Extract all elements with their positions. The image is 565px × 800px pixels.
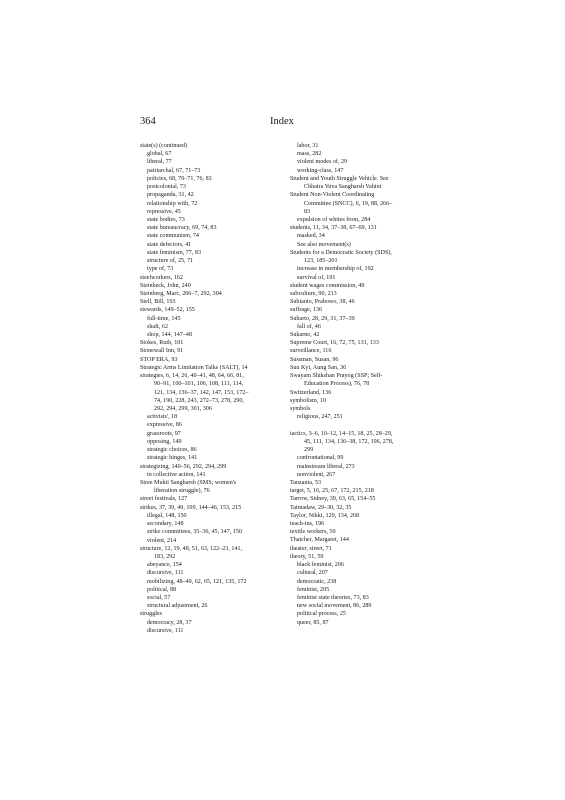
index-subentry: discursive, 111 bbox=[147, 627, 184, 634]
index-entry: subculture, 90, 213 bbox=[290, 290, 337, 297]
index-entry: Subianto, Prabowo, 38, 46 bbox=[290, 299, 355, 306]
index-subentry: strategic choices, 86 bbox=[147, 447, 197, 454]
index-subentry: state feminism, 77, 83 bbox=[147, 249, 201, 256]
index-subentry: full-time, 145 bbox=[147, 315, 181, 322]
index-subentry: labor, 31 bbox=[297, 143, 319, 149]
index-entry: textile workers, 50 bbox=[290, 529, 336, 536]
index-entry: Stell, Bill, 193 bbox=[140, 299, 176, 306]
index-entry: Tanzania, 53 bbox=[290, 479, 322, 486]
index-subentry: increase in membership of, 192 bbox=[297, 266, 374, 273]
index-entry: steelworkers, 162 bbox=[140, 274, 183, 281]
index-entry: Sussman, Susan, 96 bbox=[290, 356, 339, 363]
index-entry: Tarrow, Sidney, 39, 63, 65, 154–55 bbox=[290, 496, 376, 503]
index-subentry: 90–91, 100–101, 106, 108, 111, 114, bbox=[154, 381, 244, 388]
index-entry: symbols bbox=[290, 406, 311, 412]
index-subentry: grassroots, 97 bbox=[147, 430, 181, 437]
index-entry: Swayam Shikshan Prayog (SSP; Self- bbox=[290, 373, 383, 380]
index-entry: strategizing, 140–56, 292, 294, 299 bbox=[140, 463, 227, 470]
index-entry: surveillance, 116 bbox=[290, 348, 332, 355]
index-entry: Taylor, Nikki, 129, 134, 268 bbox=[290, 512, 360, 519]
index-subentry: propaganda, 31, 42 bbox=[147, 192, 194, 199]
index-entry: symbolism, 10 bbox=[290, 397, 326, 404]
index-subentry: secondary, 148 bbox=[147, 521, 184, 528]
index-subentry: working-class, 147 bbox=[297, 167, 344, 174]
index-subentry: black feminist, 206 bbox=[297, 562, 344, 569]
page-title: Index bbox=[270, 116, 294, 127]
index-subentry: 45, 111, 134, 136–38, 172, 196, 278, bbox=[304, 438, 394, 445]
index-subentry: new social movement, 86, 289 bbox=[297, 603, 372, 610]
index-subentry: mobilizing, 48–49, 62, 65, 121, 135, 172 bbox=[147, 578, 247, 585]
index-entry: Thatcher, Margaret, 144 bbox=[290, 537, 349, 544]
index-entry: stewards, 149–52, 155 bbox=[140, 307, 195, 314]
index-subentry: 121, 134, 136–37, 142, 147, 153, 172– bbox=[154, 389, 249, 396]
index-subentry: global, 67 bbox=[147, 151, 172, 158]
index-subentry: Committee (SNCC), 6, 19, 88, 266– bbox=[304, 200, 393, 207]
index-subentry: liberation struggle), 76 bbox=[154, 488, 210, 495]
index-entry: Strategic Arms Limitation Talks (SALT), 14 bbox=[140, 364, 248, 371]
index-subentry: political, 88 bbox=[147, 586, 177, 593]
index-subentry: 292, 294, 299, 301, 306 bbox=[154, 406, 212, 412]
index-entry: structure, 12, 19, 48, 51, 63, 122–23, 141, bbox=[140, 545, 243, 552]
index-entry: Supreme Court, 16, 72, 75, 131, 133 bbox=[290, 340, 379, 347]
index-subentry: discursive, 111 bbox=[147, 570, 184, 577]
index-subentry: state bodies, 73 bbox=[147, 216, 185, 223]
index-entry: tactics, 3–6, 10–12, 14–15, 18, 25, 28–29, bbox=[290, 430, 393, 437]
index-entry: theater, street, 71 bbox=[290, 545, 332, 552]
index-subentry: fall of, 46 bbox=[297, 323, 321, 330]
index-entry: suffrage, 136 bbox=[290, 307, 323, 314]
index-entry: student wages commission, 49 bbox=[290, 282, 365, 289]
index-entry: Student Non-Violent Coordinating bbox=[290, 192, 375, 199]
index-subentry: social, 57 bbox=[147, 595, 171, 602]
index-subentry: 123, 185–201 bbox=[304, 258, 338, 265]
index-subentry: nonviolent, 267 bbox=[297, 471, 336, 478]
index-subentry: activists', 18 bbox=[147, 414, 178, 421]
index-entry: street festivals, 127 bbox=[140, 496, 188, 503]
index-subentry: 74, 190, 228, 243, 272–73, 278, 290, bbox=[154, 397, 244, 404]
index-subentry: mainstream liberal, 273 bbox=[297, 463, 355, 470]
index-column-left bbox=[140, 142, 290, 635]
index-subentry: See also movement(s) bbox=[297, 241, 351, 248]
index-entry: state(s) (continued) bbox=[140, 143, 188, 149]
index-subentry: survival of, 191 bbox=[297, 274, 336, 281]
index-subentry: religious, 247, 251 bbox=[297, 414, 343, 421]
index-entry: students, 11, 34, 37–38, 67–69, 131 bbox=[290, 225, 377, 232]
index-subentry: political process, 25 bbox=[297, 611, 346, 618]
index-subentry: structural adjustment, 26 bbox=[147, 603, 208, 610]
index-entry: STOP ERA, 93 bbox=[140, 356, 178, 363]
index-entry: theory, 51, 59 bbox=[290, 553, 324, 560]
index-subentry: 299 bbox=[304, 447, 314, 454]
index-entry: Sukarno, 42 bbox=[290, 332, 320, 339]
index-subentry: feminist state theories, 73, 83 bbox=[297, 595, 369, 601]
index-subentry: feminist, 205 bbox=[297, 586, 330, 593]
index-entry: Stokes, Ruth, 101 bbox=[140, 340, 184, 347]
index-subentry: state defectors, 41 bbox=[147, 241, 192, 248]
index-subentry: expressive, 86 bbox=[147, 422, 182, 429]
index-entry: strategies, 6, 14, 26, 40–41, 48, 64, 66, 81, bbox=[140, 373, 244, 380]
index-subentry: 183, 292 bbox=[154, 553, 176, 560]
index-subentry: 83 bbox=[304, 208, 311, 215]
index-subentry: patriarchal, 67, 71–73 bbox=[147, 167, 201, 174]
index-subentry: violent modes of, 29 bbox=[297, 159, 348, 166]
index-entry: teach-ins, 196 bbox=[290, 521, 325, 528]
index-subentry: illegal, 148, 150 bbox=[147, 512, 187, 519]
index-subentry: confrontational, 99 bbox=[297, 455, 344, 462]
index-subentry: policies, 68, 70–71, 76, 83 bbox=[147, 175, 212, 182]
index-subentry: repressive, 45 bbox=[147, 208, 181, 215]
index-subentry: Chhatra Yuva Sangharsh Vahini bbox=[304, 184, 382, 191]
page-number: 364 bbox=[140, 116, 156, 127]
index-entry: Stonewall Inn, 91 bbox=[140, 348, 184, 355]
index-subentry: state bureaucracy, 69, 74, 83 bbox=[147, 225, 217, 232]
index-entry: Switzerland, 136 bbox=[290, 389, 332, 396]
index-subentry: in collective action, 141 bbox=[147, 471, 206, 478]
index-subentry: structure of, 25, 71 bbox=[147, 258, 194, 265]
index-subentry: postcolonial, 73 bbox=[147, 184, 186, 191]
index-subentry: democracy, 28, 37 bbox=[147, 619, 192, 626]
index-entry: strikes, 37, 39, 49, 109, 144–46, 153, 215 bbox=[140, 504, 242, 511]
index-gap bbox=[290, 421, 440, 429]
index-entry: Student and Youth Struggle Vehicle. See bbox=[290, 175, 389, 182]
index-entry: Students for a Democratic Society (SDS), bbox=[290, 249, 392, 256]
index-entry: struggles bbox=[140, 611, 163, 618]
index-subentry: shaft, 62 bbox=[147, 323, 168, 330]
index-subentry: type of, 73 bbox=[147, 266, 174, 273]
index-entry: target, 5, 16, 25, 67, 172, 215, 218 bbox=[290, 488, 374, 495]
index-entry: Steinberg, Marc, 206–7, 292, 304 bbox=[140, 290, 222, 297]
index-subentry: mass, 282 bbox=[297, 151, 322, 158]
index-entry: Stree Mukti Sangharsh (SMS; women's bbox=[140, 479, 237, 486]
index-column-right bbox=[290, 142, 440, 627]
index-subentry: abeyance, 154 bbox=[147, 562, 182, 569]
index-entry: Suharto, 28, 29, 31, 37–39 bbox=[290, 315, 355, 322]
index-subentry: liberal, 77 bbox=[147, 159, 172, 166]
index-subentry: Education Process), 76, 78 bbox=[304, 381, 370, 388]
index-subentry: strategic hinges, 141 bbox=[147, 455, 198, 462]
index-entry: Tatmadaw, 29–30, 32, 35 bbox=[290, 504, 352, 511]
index-subentry: cultural, 207 bbox=[297, 570, 328, 577]
index-subentry: expulsion of whites from, 284 bbox=[297, 216, 371, 223]
index-subentry: violent, 214 bbox=[147, 537, 177, 544]
index-subentry: shop, 144, 147–48 bbox=[147, 332, 193, 339]
index-subentry: masked, 34 bbox=[297, 233, 325, 240]
index-subentry: queer, 85, 87 bbox=[297, 619, 329, 626]
index-entry: Steinbeck, John, 240 bbox=[140, 282, 191, 289]
index-subentry: relationship with, 72 bbox=[147, 200, 198, 207]
index-subentry: state communism, 74 bbox=[147, 233, 199, 240]
index-entry: Suu Kyi, Aung San, 36 bbox=[290, 364, 347, 371]
index-subentry: strike committees, 35–36, 45, 147, 150 bbox=[147, 529, 242, 536]
index-subentry: opposing, 149 bbox=[147, 438, 182, 445]
index-subentry: democratic, 238 bbox=[297, 578, 337, 585]
